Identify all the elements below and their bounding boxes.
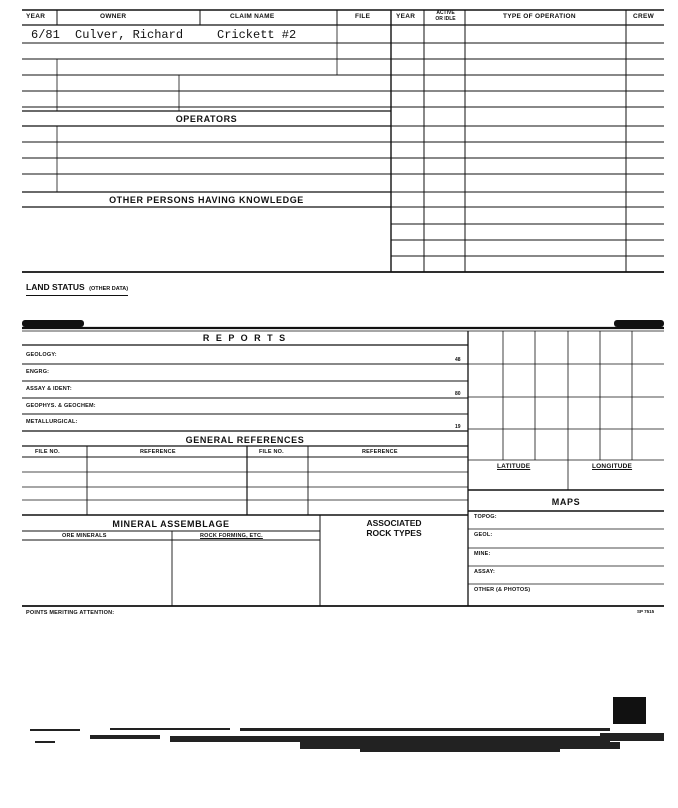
header-year: YEAR	[26, 13, 46, 20]
report-geology: GEOLOGY:	[26, 352, 57, 358]
associated-rock-types	[320, 518, 468, 538]
land-status-label: LAND STATUS	[26, 282, 85, 292]
header-owner: OWNER	[100, 13, 127, 20]
ore-minerals-label: ORE MINERALS	[62, 533, 107, 539]
header-year-2: YEAR	[396, 13, 416, 20]
entry-owner: Culver, Richard	[75, 28, 184, 42]
header-claim-name: CLAIM NAME	[230, 13, 275, 20]
other-persons-heading: OTHER PERSONS HAVING KNOWLEDGE	[109, 195, 304, 205]
rock-types-label: ROCK TYPES	[366, 528, 422, 538]
associated-label: ASSOCIATED	[366, 518, 422, 528]
general-references-heading: GENERAL REFERENCES	[185, 435, 305, 445]
map-other-photos: OTHER (& PHOTOS)	[474, 587, 531, 593]
header-crew: CREW	[633, 13, 655, 20]
land-status-sub: (OTHER DATA)	[89, 286, 129, 292]
points-meriting-attention: POINTS MERITING ATTENTION:	[26, 610, 115, 616]
map-topog: TOPOG:	[474, 514, 497, 520]
ref-reference-2: REFERENCE	[362, 449, 398, 455]
latitude-label: LATITUDE	[497, 463, 531, 470]
map-assay: ASSAY:	[474, 569, 496, 575]
ref-reference-1: REFERENCE	[140, 449, 176, 455]
header-active-idle	[427, 10, 464, 22]
report-assay: ASSAY & IDENT:	[26, 386, 72, 392]
form-number: SP 7515	[637, 609, 655, 614]
map-mine: MINE:	[474, 551, 491, 557]
reports-heading: R E P O R T S	[202, 333, 288, 343]
header-type-of-operation: TYPE OF OPERATION	[503, 13, 576, 20]
report-assay-code: 80	[455, 391, 461, 397]
ref-file-no-1: FILE NO.	[35, 449, 60, 455]
report-engrg: ENGRG:	[26, 369, 50, 375]
land-status-heading	[26, 277, 128, 296]
mineral-assemblage-heading: MINERAL ASSEMBLAGE	[112, 519, 230, 529]
report-geology-code: 48	[455, 357, 461, 363]
ref-file-no-2: FILE NO.	[259, 449, 284, 455]
operators-heading: OPERATORS	[175, 114, 238, 124]
header-active-label: ACTIVE	[436, 10, 455, 16]
entry-claim-name: Crickett #2	[217, 28, 297, 42]
rock-forming-label: ROCK FORMING, ETC.	[200, 533, 263, 539]
header-idle-label: OR IDLE	[435, 16, 456, 22]
longitude-label: LONGITUDE	[592, 463, 633, 470]
report-metallurgical-code: 19	[455, 424, 461, 430]
entry-year: 6/81	[31, 28, 60, 42]
report-metallurgical: METALLURGICAL:	[26, 419, 78, 425]
header-file: FILE	[355, 13, 371, 20]
report-geophys: GEOPHYS. & GEOCHEM:	[26, 403, 96, 409]
map-geol: GEOL:	[474, 532, 493, 538]
maps-heading: MAPS	[551, 497, 581, 507]
